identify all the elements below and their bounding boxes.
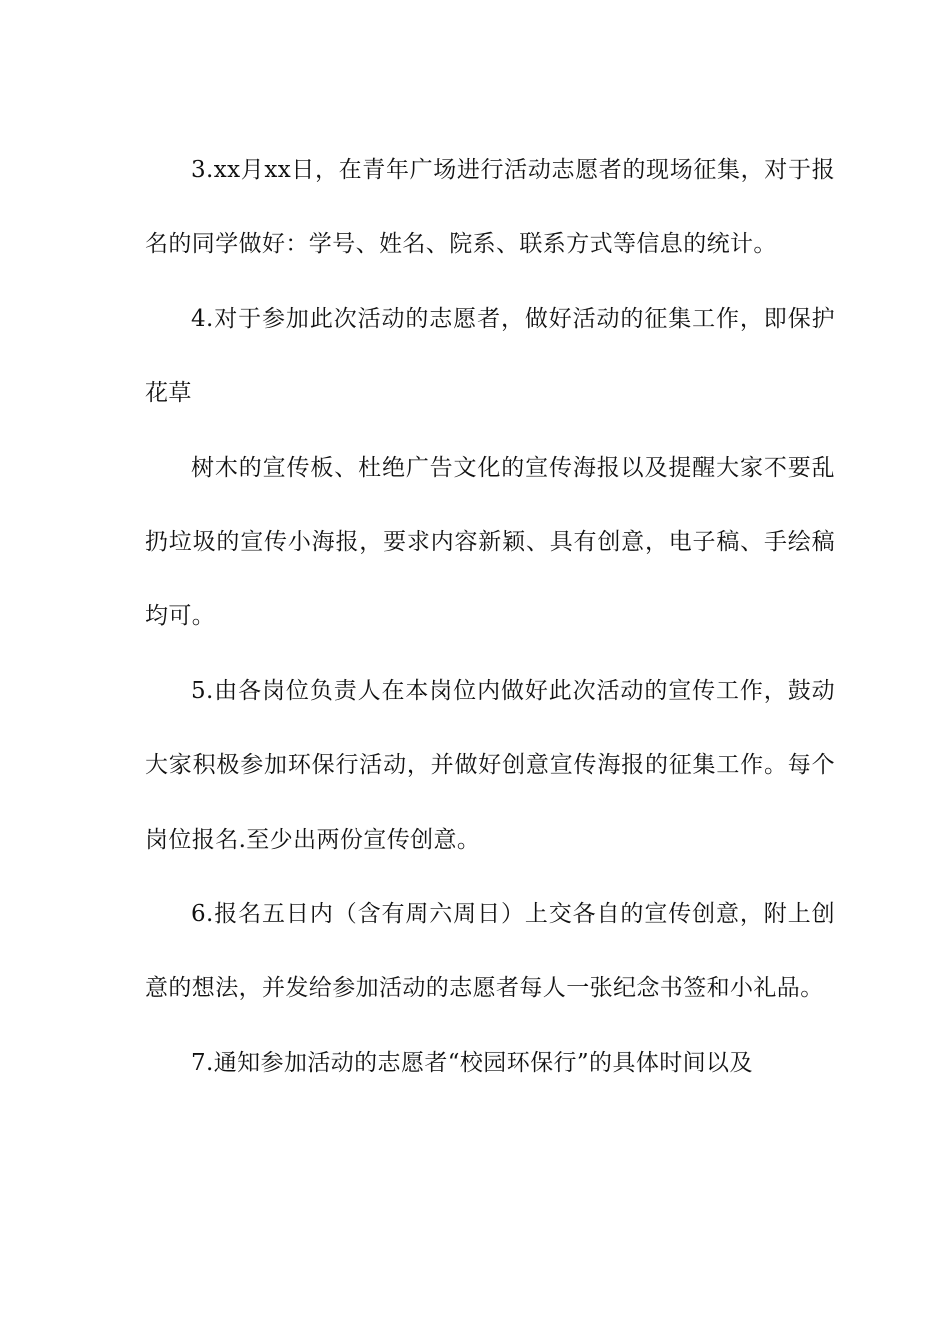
paragraph-item-6: 6.报名五日内（含有周六周日）上交各自的宣传创意，附上创意的想法，并发给参加活动的志愿者每人一张纪念书签和小礼品。 [145, 901, 835, 1002]
paragraph-item-7: 7.通知参加活动的志愿者“校园环保行”的具体时间以及 [191, 1049, 753, 1076]
paragraph-item-4: 4.对于参加此次活动的志愿者，做好活动的征集工作，即保护花草 [145, 305, 835, 407]
paragraph-item-4-continued: 树木的宣传板、杜绝广告文化的宣传海报以及提醒大家不要乱扔垃圾的宣传小海报，要求内容新颖、具有创意，电子稿、手绘稿均可。 [145, 454, 835, 630]
paragraph-item-3: 3.xx月xx日，在青年广场进行活动志愿者的现场征集，对于报名的同学做好：学号、姓名、院系、联系方式等信息的统计。 [145, 157, 835, 258]
paragraph-item-5: 5.由各岗位负责人在本岗位内做好此次活动的宣传工作，鼓动大家积极参加环保行活动，并做好创意宣传海报的征集工作。每个岗位报名.至少出两份宣传创意。 [145, 677, 835, 853]
document-body [145, 133, 835, 1100]
